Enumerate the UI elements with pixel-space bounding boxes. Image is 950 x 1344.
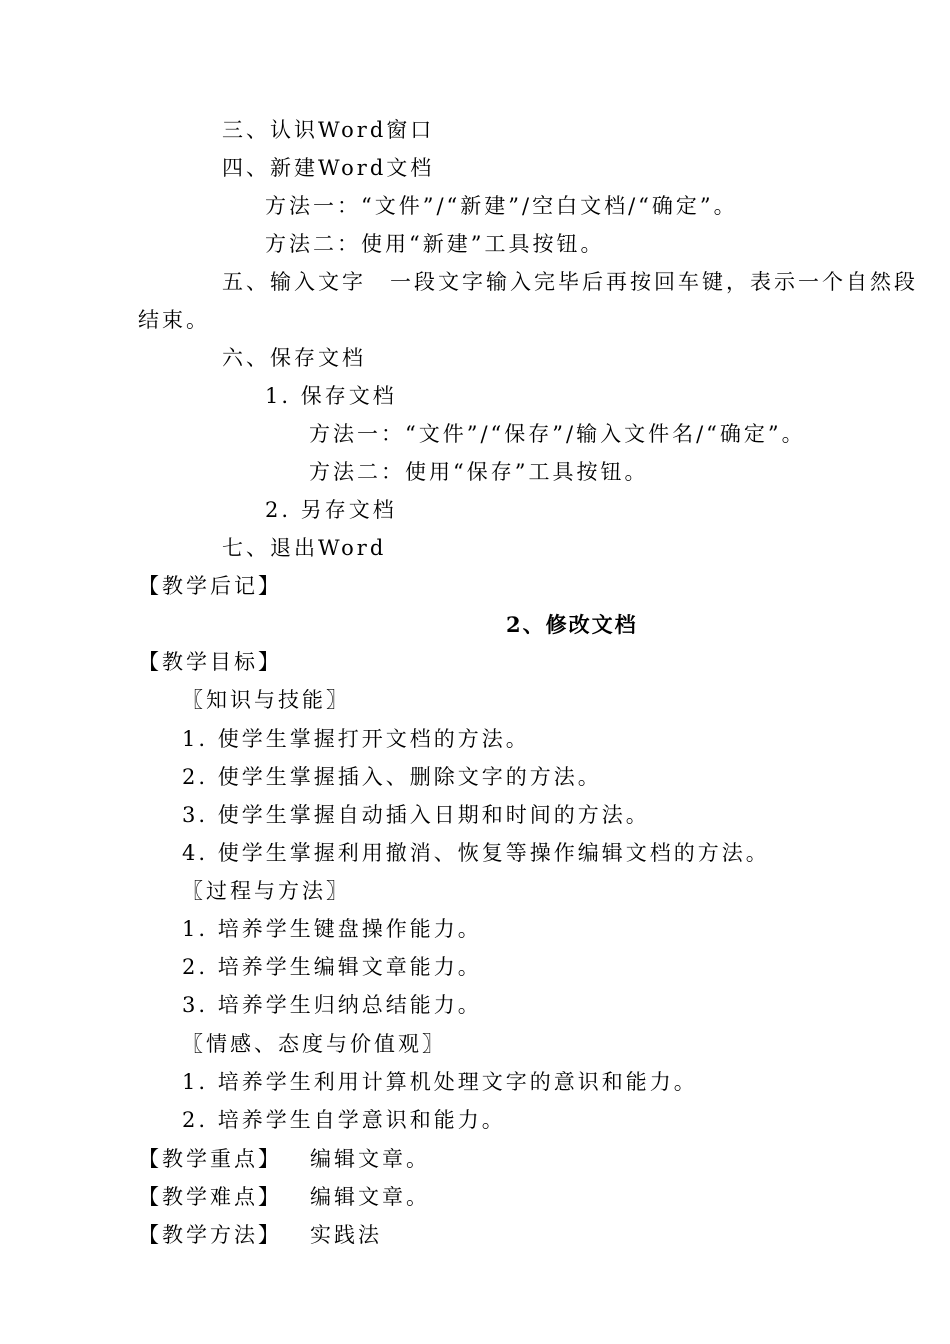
item-exit-word: 七、退出Word bbox=[222, 536, 387, 560]
save-subitem-2: 2. 另存文档 bbox=[265, 498, 397, 522]
method-label: 【教学方法】 bbox=[138, 1223, 282, 1247]
process-heading: 〖过程与方法〗 bbox=[182, 879, 350, 903]
new-doc-method-1: 方法一：“文件”/“新建”/空白文档/“确定”。 bbox=[265, 194, 738, 218]
item-input-text-continued: 结束。 bbox=[138, 308, 210, 332]
process-item-1: 1. 培养学生键盘操作能力。 bbox=[182, 917, 482, 941]
item-input-text: 五、输入文字 一段文字输入完毕后再按回车键，表示一个自然段 bbox=[222, 270, 918, 294]
save-method-1: 方法一：“文件”/“保存”/输入文件名/“确定”。 bbox=[309, 422, 806, 446]
knowledge-item-1: 1. 使学生掌握打开文档的方法。 bbox=[182, 727, 530, 751]
values-heading: 〖情感、态度与价值观〗 bbox=[182, 1032, 446, 1056]
values-item-2: 2. 培养学生自学意识和能力。 bbox=[182, 1108, 506, 1132]
item-recognize-word-window: 三、认识Word窗口 bbox=[222, 118, 435, 142]
key-point-label: 【教学重点】 bbox=[138, 1147, 282, 1171]
new-doc-method-2: 方法二：使用“新建”工具按钮。 bbox=[265, 232, 605, 256]
method-row bbox=[138, 1221, 382, 1249]
item-save-document: 六、保存文档 bbox=[222, 346, 366, 370]
knowledge-heading: 〖知识与技能〗 bbox=[182, 688, 350, 712]
difficulty-value: 编辑文章。 bbox=[310, 1185, 430, 1209]
values-item-1: 1. 培养学生利用计算机处理文字的意识和能力。 bbox=[182, 1070, 698, 1094]
save-subitem-1: 1. 保存文档 bbox=[265, 384, 397, 408]
knowledge-item-3: 3. 使学生掌握自动插入日期和时间的方法。 bbox=[182, 803, 650, 827]
key-point-value: 编辑文章。 bbox=[310, 1147, 430, 1171]
difficulty-row bbox=[138, 1183, 430, 1211]
section-title: 2、修改文档 bbox=[506, 612, 638, 637]
process-item-2: 2. 培养学生编辑文章能力。 bbox=[182, 955, 482, 979]
method-value: 实践法 bbox=[310, 1223, 382, 1247]
postscript-heading: 【教学后记】 bbox=[138, 574, 282, 598]
goals-heading: 【教学目标】 bbox=[138, 650, 282, 674]
save-method-2: 方法二：使用“保存”工具按钮。 bbox=[309, 460, 649, 484]
item-new-document: 四、新建Word文档 bbox=[222, 156, 435, 180]
knowledge-item-2: 2. 使学生掌握插入、删除文字的方法。 bbox=[182, 765, 602, 789]
key-point-row bbox=[138, 1145, 430, 1173]
knowledge-item-4: 4. 使学生掌握利用撤消、恢复等操作编辑文档的方法。 bbox=[182, 841, 770, 865]
process-item-3: 3. 培养学生归纳总结能力。 bbox=[182, 993, 482, 1017]
difficulty-label: 【教学难点】 bbox=[138, 1185, 282, 1209]
